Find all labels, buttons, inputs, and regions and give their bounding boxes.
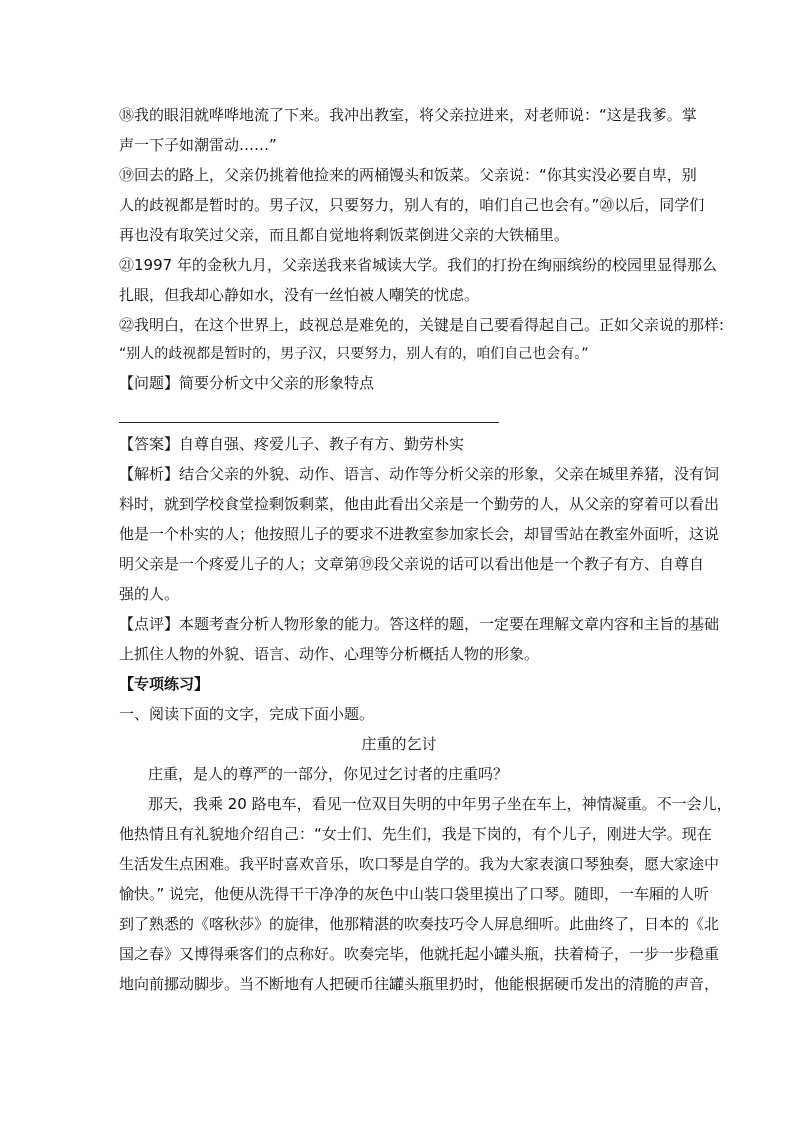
paragraph-18-line-2: 声一下子如潮雷动……” [119, 136, 277, 154]
paragraph-19-line-2: 人的歧视都是暂时的。男子汉，只要努力，别人有的，咱们自己也会有。”⑳以后，同学们 [119, 196, 705, 214]
answer-text: 自尊自强、疼爱儿子、教子有方、勤劳朴实 [179, 435, 465, 453]
analysis-line-2: 料时，就到学校食堂捡剩饭剩菜，他由此看出父亲是一个勤劳的人，从父亲的穿着可以看出 [119, 495, 720, 513]
article-paragraph-1: 庄重，是人的尊严的一部分，你见过乞讨者的庄重吗？ [148, 765, 509, 783]
analysis-label: 【解析】 [119, 465, 180, 483]
answer-label: 【答案】 [119, 435, 180, 453]
article-paragraph-2-line-5: 到了熟悉的《喀秋莎》的旋律，他那精湛的吹奏技巧令人屏息细听。此曲终了，日本的《北 [119, 915, 720, 933]
paragraph-22-line-1: ㉒我明白，在这个世界上，歧视总是难免的，关键是自己要看得起自己。正如父亲说的那样: [119, 316, 725, 334]
article-paragraph-2-line-7: 地向前挪动脚步。当不断地有人把硬币往罐头瓶里扔时，他能根据硬币发出的清脆的声音， [119, 975, 720, 993]
answer-blank-rule [119, 398, 499, 423]
paragraph-19-line-3: 再也没有取笑过父亲，而且都自觉地将剩饭菜倒进父亲的大铁桶里。 [119, 226, 570, 244]
paragraph-19-line-1: ⑲回去的路上，父亲仍挑着他捡来的两桶馒头和饭菜。父亲说：“你其实没必要自卑，别 [119, 166, 697, 184]
analysis-line-3: 他是一个朴实的人；他按照儿子的要求不进教室参加家长会，却冒雪站在教室外面听，这说 [119, 525, 720, 543]
comment-label: 【点评】 [119, 615, 180, 633]
article-paragraph-2-line-4: 愉快。” 说完，他便从洗得干干净净的灰色中山装口袋里摸出了口琴。随即，一车厢的人听 [119, 885, 710, 903]
article-paragraph-2-line-2: 他热情且有礼貌地介绍自己：“女士们、先生们，我是下岗的，有个儿子，刚进大学。现在 [119, 825, 712, 843]
practice-heading: 【专项练习】 [119, 675, 210, 693]
comment-text-1: 本题考查分析人物形象的能力。答这样的题，一定要在理解文章内容和主旨的基础 [179, 615, 720, 633]
paragraph-22-line-2: “别人的歧视都是暂时的，男子汉，只要努力，别人有的，咱们自己也会有。” [119, 346, 589, 362]
practice-instruction: 一、阅读下面的文字，完成下面小题。 [119, 705, 375, 723]
question-label: 【问题】 [119, 374, 180, 392]
analysis-line-5: 强的人。 [119, 585, 180, 603]
analysis-text-1: 结合父亲的外貌、动作、语言、动作等分析父亲的形象，父亲在城里养猪，没有饲 [179, 465, 720, 483]
document-page [119, 100, 732, 999]
paragraph-21-line-2: 扎眼，但我却心静如水，没有一丝怕被人嘲笑的忧虑。 [119, 286, 480, 304]
article-paragraph-2-line-6: 国之春》又博得乘客们的点称好。吹奏完毕，他就托起小罐头瓶，扶着椅子，一步一步稳重 [119, 945, 720, 963]
analysis-line-4: 明父亲是一个疼爱儿子的人；文章第⑲段父亲说的话可以看出他是一个教子有方、自尊自 [119, 555, 705, 573]
question-line [119, 368, 679, 398]
question-text: 简要分析文中父亲的形象特点 [179, 374, 375, 392]
paragraph-18-line-1: ⑱我的眼泪就哗哗地流了下来。我冲出教室，将父亲拉进来，对老师说：“这是我爹。掌 [119, 106, 697, 124]
article-title: 庄重的乞讨 [361, 735, 437, 753]
comment-line-2: 上抓住人物的外貌、语言、动作、心理等分析概括人物的形象。 [119, 645, 540, 663]
article-paragraph-2-line-3: 生活发生点困难。我平时喜欢音乐，吹口琴是自学的。我为大家表演口琴独奏，愿大家途中 [119, 855, 720, 873]
article-paragraph-2-line-1: 那天，我乘 20 路电车，看见一位双目失明的中年男子坐在车上，神情凝重。不一会儿， [148, 795, 732, 813]
paragraph-21-line-1: ㉑1997 年的金秋九月，父亲送我来省城读大学。我们的打扮在绚丽缤纷的校园里显得那么 [119, 256, 717, 274]
comment-line-1 [119, 609, 720, 639]
answer-line [119, 429, 679, 459]
analysis-line-1 [119, 459, 720, 489]
